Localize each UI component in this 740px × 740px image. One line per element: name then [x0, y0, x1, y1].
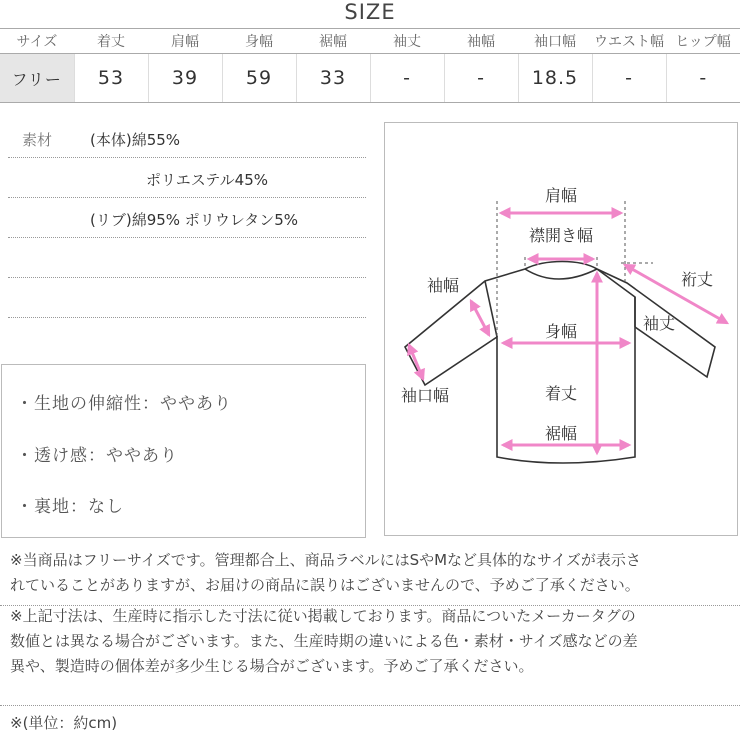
cell-sleeve-length: -	[370, 54, 444, 103]
cell-length: 53	[74, 54, 148, 103]
note-free-size	[10, 548, 738, 598]
label-shoulder: 肩幅	[544, 186, 578, 205]
cell-size: フリー	[0, 54, 74, 103]
size-table-row	[0, 54, 740, 103]
label-hem: 裾幅	[544, 424, 578, 443]
unit-note: ※(単位：約cm)	[10, 714, 118, 732]
material-row-empty	[8, 278, 366, 318]
label-sleeve-length: 袖丈	[642, 314, 676, 333]
label-body-width: 身幅	[544, 322, 578, 341]
notes-divider	[0, 605, 740, 606]
label-collar: 襟開き幅	[528, 226, 594, 245]
header-body-width: 身幅	[222, 29, 296, 54]
note-line: ※上記寸法は、生産時に指示した寸法に従い掲載しております。商品についたメーカータグの	[10, 607, 636, 625]
header-cuff-width: 袖口幅	[518, 29, 592, 54]
header-sleeve-length: 袖丈	[370, 29, 444, 54]
header-waist-width: ウエスト幅	[592, 29, 666, 54]
cell-body-width: 59	[222, 54, 296, 103]
material-row	[8, 158, 366, 198]
cell-waist-width: -	[592, 54, 666, 103]
note-line: ※当商品はフリーサイズです。管理都合上、商品ラベルにはSやMなど具体的なサイズが表示さ	[10, 551, 641, 569]
cell-shoulder: 39	[148, 54, 222, 103]
size-title: SIZE	[344, 0, 396, 24]
measurement-diagram	[384, 122, 738, 536]
material-line: (本体)綿55%	[90, 131, 181, 149]
notes-section	[10, 548, 738, 685]
note-measurements	[10, 604, 738, 679]
label-sleeve-width: 袖幅	[426, 276, 460, 295]
header-hip-width: ヒップ幅	[666, 29, 740, 54]
feature-lining: ・裏地：なし	[16, 497, 124, 517]
header-shoulder: 肩幅	[148, 29, 222, 54]
header-length: 着丈	[74, 29, 148, 54]
note-line: れていることがありますが、お届けの商品に誤りはございませんので、予めご了承ください。	[10, 576, 640, 594]
material-line: (リブ)綿95% ポリウレタン5%	[90, 211, 299, 229]
material-line: ポリエステル45%	[146, 171, 268, 189]
sleeve-width-arrow	[471, 301, 489, 335]
garment-diagram-svg	[385, 123, 739, 537]
header-hem-width: 裾幅	[296, 29, 370, 54]
cell-sleeve-width: -	[444, 54, 518, 103]
material-row-empty	[8, 238, 366, 278]
material-row	[8, 118, 366, 158]
size-table	[0, 28, 740, 103]
material-section	[8, 118, 366, 318]
material-row	[8, 198, 366, 238]
label-cuff: 袖口幅	[400, 386, 450, 405]
label-raglan: 裄丈	[680, 270, 714, 289]
fabric-features-box	[1, 364, 366, 538]
material-label: 素材	[22, 131, 53, 149]
cell-cuff-width: 18.5	[518, 54, 592, 103]
cuff-arrow	[409, 345, 423, 379]
label-length: 着丈	[544, 384, 578, 403]
note-line: 異や、製造時の個体差が多少生じる場合がございます。予めご了承ください。	[10, 657, 534, 675]
cell-hem-width: 33	[296, 54, 370, 103]
note-line: 数値とは異なる場合がございます。また、生産時期の違いによる色・素材・サイズ感などの差	[10, 632, 638, 650]
header-size: サイズ	[0, 29, 74, 54]
header-sleeve-width: 袖幅	[444, 29, 518, 54]
cell-hip-width: -	[666, 54, 740, 103]
notes-divider	[0, 705, 740, 706]
feature-stretch: ・生地の伸縮性：ややあり	[16, 394, 232, 414]
size-table-header-row	[0, 29, 740, 54]
feature-sheerness: ・透け感：ややあり	[16, 446, 178, 466]
